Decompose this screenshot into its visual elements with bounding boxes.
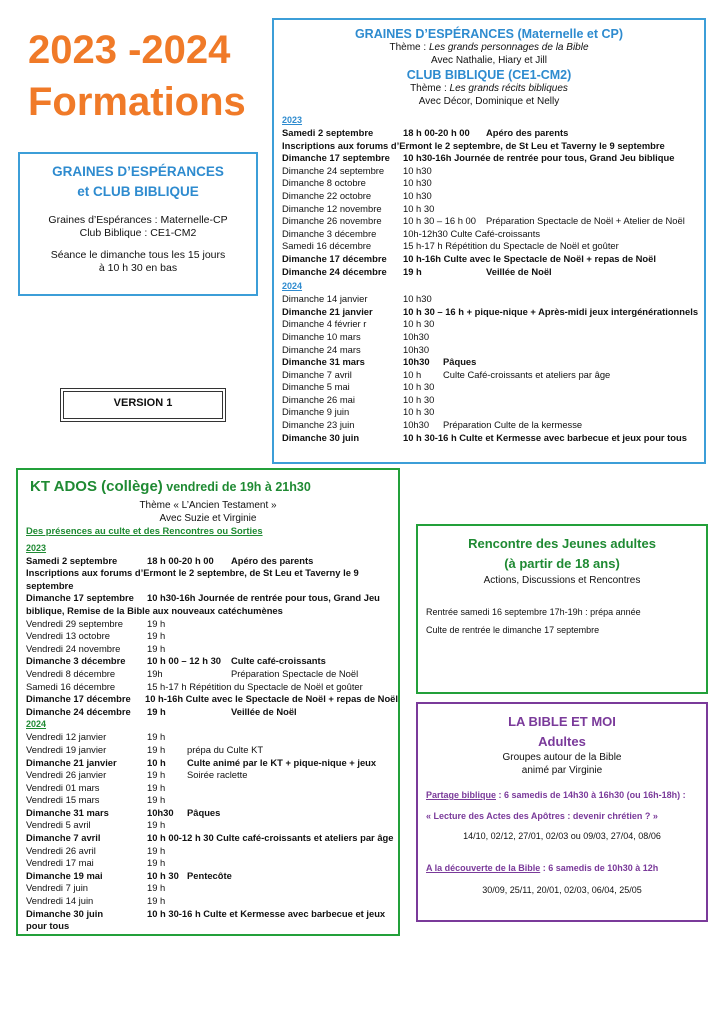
- schedule-date: Vendredi 17 mai: [26, 857, 94, 869]
- schedule-activity: prépa du Culte KT: [187, 743, 264, 755]
- decouverte-dates: 30/09, 25/11, 20/01, 02/03, 06/04, 25/05: [482, 885, 642, 895]
- schedule-time: 19 h: [147, 642, 166, 654]
- graines-title: GRAINES D’ESPÉRANCES (Maternelle et CP): [354, 27, 624, 41]
- schedule-date: Dimanche 7 avril: [282, 368, 352, 380]
- schedule-row-text: Inscriptions aux forums d’Ermont le 2 septembre, de St Leu et Taverny le 9 septembre: [282, 139, 665, 151]
- schedule-date: Dimanche 8 octobre: [282, 177, 366, 189]
- graines-theme: Les grands personnages de la Bible: [428, 42, 589, 53]
- summary-line-seance: Séance le dimanche tous les 15 jours: [50, 249, 226, 261]
- decouverte-bible-details: : 6 samedis de 10h30 à 12h: [540, 863, 659, 873]
- schedule-date: Vendredi 5 avril: [26, 819, 91, 831]
- schedule-row: [282, 369, 704, 382]
- schedule-row: [26, 731, 398, 744]
- schedule-activity: Préparation Spectacle de Noël: [231, 667, 359, 679]
- schedule-row: [282, 127, 704, 140]
- schedule-row-text: pour tous: [26, 920, 70, 932]
- schedule-date: Vendredi 01 mars: [26, 781, 100, 793]
- schedule-date: Vendredi 8 décembre: [26, 667, 116, 679]
- schedule-row: [26, 592, 398, 605]
- kt-year-2024: 2024: [26, 719, 47, 730]
- schedule-time: 10 h 30-16 h Culte et Kermesse avec barbecue et jeux: [147, 907, 386, 919]
- schedule-date: Dimanche 21 janvier: [26, 756, 117, 768]
- club-theme: Les grands récits bibliques: [449, 83, 568, 94]
- schedule-row: [26, 630, 398, 643]
- decouverte-bible-link[interactable]: A la découverte de la Bible: [426, 863, 541, 873]
- schedule-time: 10 h 00 – 12 h 30: [147, 655, 222, 667]
- schedule-time: 10 h30-16h Journée de rentrée pour tous, Grand Jeu: [147, 592, 380, 604]
- schedule-activity: Pâques: [443, 356, 477, 368]
- schedule-row: [26, 757, 398, 770]
- schedule-time: 19 h: [147, 617, 166, 629]
- schedule-time: 19 h: [147, 857, 166, 869]
- schedule-time: 19 h: [147, 630, 166, 642]
- schedule-row: [26, 908, 398, 921]
- schedule-row: [26, 655, 398, 668]
- schedule-time: 10h-12h30 Culte Café-croissants: [403, 227, 541, 239]
- schedule-row: [26, 643, 398, 656]
- kt-title: KT ADOS (collège): [30, 478, 163, 495]
- schedule-activity: Apéro des parents: [486, 127, 569, 138]
- graines-theme-prefix: Thème :: [389, 42, 429, 53]
- schedule-time: 10 h 30: [403, 406, 435, 418]
- schedule-time: 10 h 30-16 h Culte et Kermesse avec barbecue et jeux pour tous: [403, 431, 687, 443]
- schedule-row: [282, 344, 704, 357]
- summary-title-line2: et CLUB BIBLIQUE: [77, 184, 199, 199]
- jeunes-line-culte: Culte de rentrée le dimanche 17 septembre: [426, 625, 600, 635]
- jeunes-title-line2: (à partir de 18 ans): [504, 556, 620, 571]
- lecture-actes: « Lecture des Actes des Apôtres : devenir chrétien ? »: [426, 811, 658, 821]
- schedule-date: Vendredi 15 mars: [26, 794, 100, 806]
- schedule-row: [282, 432, 704, 445]
- schedule-time: 19 h: [147, 705, 166, 717]
- schedule-time: 19 h: [147, 794, 166, 806]
- schedule-activity: Préparation Spectacle de Noël + Atelier de Noël: [486, 215, 685, 227]
- schedule-activity: Veillée de Noël: [231, 705, 297, 717]
- schedule-date: Dimanche 17 décembre: [282, 252, 387, 264]
- schedule-time: 10 h: [147, 756, 166, 768]
- schedule-row: [282, 381, 704, 394]
- kt-ados-box: [16, 468, 400, 936]
- schedule-date: Dimanche 3 décembre: [26, 655, 126, 667]
- bible-title-line1: LA BIBLE ET MOI: [508, 714, 616, 729]
- schedule-time: 10 h30-16h Journée de rentrée pour tous, Grand Jeu biblique: [403, 152, 675, 164]
- schedule-time: 19 h: [147, 844, 166, 856]
- schedule-time: 15 h-17 h Répétition du Spectacle de Noël et goûter: [147, 680, 363, 692]
- club-with: Avec Décor, Dominique et Nelly: [418, 95, 560, 107]
- partage-biblique-link[interactable]: Partage biblique: [426, 790, 497, 800]
- schedule-time: 10h30: [403, 356, 430, 368]
- kt-year-2023: 2023: [26, 542, 47, 553]
- schedule-date: Vendredi 12 janvier: [26, 731, 107, 743]
- schedule-row: [26, 819, 398, 832]
- schedule-row-text: Inscriptions aux forums d’Ermont le 2 septembre, de St Leu et Taverny le 9 septembre: [26, 567, 359, 591]
- schedule-date: Dimanche 19 mai: [26, 869, 103, 881]
- schedule-row: [282, 228, 704, 241]
- partage-dates: 14/10, 02/12, 27/01, 02/03 ou 09/03, 27/04, 08/06: [463, 831, 661, 841]
- schedule-date: Vendredi 26 janvier: [26, 769, 107, 781]
- schedule-time: 10h30: [403, 343, 430, 355]
- bible-title-line2: Adultes: [538, 734, 586, 749]
- schedule-date: Vendredi 14 juin: [26, 895, 94, 907]
- schedule-time: 19 h: [147, 895, 166, 907]
- graines-with: Avec Nathalie, Hiary et Jill: [431, 54, 547, 66]
- bible-et-moi-box: [416, 702, 708, 922]
- schedule-time: 10 h 00-12 h 30 Culte café-croissants et ateliers par âge: [147, 832, 394, 844]
- schedule-row: [26, 555, 398, 568]
- schedule-date: Dimanche 21 janvier: [282, 305, 373, 317]
- schedule-date: Dimanche 14 janvier: [282, 293, 368, 305]
- schedule-date: Dimanche 10 mars: [282, 330, 361, 342]
- schedule-row: [26, 744, 398, 757]
- schedule-row: [26, 706, 398, 719]
- schedule-date: Dimanche 30 juin: [26, 907, 104, 919]
- schedule-row: [26, 794, 398, 807]
- schedule-row: [282, 306, 704, 319]
- club-theme-prefix: Thème :: [410, 83, 450, 94]
- schedule-date: Dimanche 31 mars: [282, 356, 365, 368]
- schedule-row: [26, 857, 398, 870]
- schedule-date: Dimanche 17 septembre: [282, 152, 390, 164]
- graines-club-summary-box: [18, 152, 258, 296]
- summary-title-line1: GRAINES D’ESPÉRANCES: [52, 164, 224, 179]
- schedule-row: [282, 165, 704, 178]
- schedule-date: Dimanche 23 juin: [282, 419, 355, 431]
- schedule-date: Samedi 2 septembre: [282, 127, 374, 138]
- schedule-date: Vendredi 7 juin: [26, 882, 89, 894]
- schedule-time: 19 h: [403, 265, 422, 277]
- schedule-row: [26, 605, 398, 618]
- schedule-activity: Culte animé par le KT + pique-nique + jeux: [187, 756, 377, 768]
- jeunes-line-rentree: Rentrée samedi 16 septembre 17h-19h : prépa année: [426, 607, 641, 617]
- schedule-date: Dimanche 24 décembre: [282, 265, 387, 277]
- schedule-row: [282, 203, 704, 216]
- schedule-time: 10 h 30: [403, 381, 435, 393]
- schedule-row: [26, 870, 398, 883]
- schedule-time: 10 h 30 – 16 h 00: [403, 215, 476, 227]
- schedule-row: [26, 769, 398, 782]
- page-title-formations: Formations: [28, 80, 246, 124]
- bible-sub1: Groupes autour de la Bible: [502, 752, 622, 763]
- schedule-row: [282, 240, 704, 253]
- schedule-row: [26, 668, 398, 681]
- kt-title-time: vendredi de 19h à 21h30: [162, 480, 311, 494]
- schedule-activity: Préparation Culte de la kermesse: [443, 419, 583, 431]
- schedule-time: 19 h: [147, 743, 166, 755]
- schedule-time: 19h: [147, 667, 163, 679]
- version-label: VERSION 1: [63, 391, 223, 419]
- schedule-row: [282, 266, 704, 279]
- schedule-date: Vendredi 13 octobre: [26, 630, 110, 642]
- schedule-row: [26, 693, 398, 706]
- schedule-activity: Apéro des parents: [231, 554, 314, 566]
- schedule-time: 10 h 30 – 16 h + pique-nique + Après-midi jeux intergénérationnels: [403, 305, 699, 317]
- summary-line-time: à 10 h 30 en bas: [98, 262, 178, 274]
- schedule-row: [282, 394, 704, 407]
- schedule-date: Dimanche 4 février r: [282, 318, 367, 330]
- schedule-date: Dimanche 7 avril: [26, 832, 101, 844]
- schedule-time: 15 h-17 h Répétition du Spectacle de Noël et goûter: [403, 240, 619, 252]
- schedule-date: Samedi 16 décembre: [282, 240, 372, 252]
- schedule-date: Dimanche 22 octobre: [282, 189, 372, 201]
- schedule-row: [26, 567, 398, 592]
- schedule-time: 10h30: [147, 806, 174, 818]
- schedule-time: 18 h 00-20 h 00: [147, 554, 214, 566]
- kt-with: Avec Suzie et Virginie: [159, 512, 257, 524]
- schedule-row: [26, 807, 398, 820]
- schedule-time: 10 h-16h Culte avec le Spectacle de Noël + repas de Noël: [403, 252, 656, 264]
- jeunes-subtitle: Actions, Discussions et Rencontres: [483, 575, 641, 586]
- schedule-activity: Veillée de Noël: [486, 265, 552, 277]
- schedule-date: Vendredi 19 janvier: [26, 743, 107, 755]
- page-title-years: 2023 -2024: [28, 28, 231, 72]
- schedule-time: 18 h 00-20 h 00: [403, 127, 470, 138]
- schedule-date: Dimanche 24 décembre: [26, 705, 131, 717]
- bible-sub2: animé par Virginie: [521, 764, 603, 776]
- schedule-row: [26, 920, 398, 933]
- schedule-activity: Culte café-croissants: [231, 655, 326, 667]
- schedule-date: Dimanche 24 septembre: [282, 164, 385, 176]
- schedule-row: [26, 618, 398, 631]
- schedule-activity: Soirée raclette: [187, 769, 248, 781]
- schedule-row-text: biblique, Remise de la Bible aux nouveaux catéchumènes: [26, 604, 283, 616]
- schedule-row: [282, 140, 704, 153]
- schedule-row: [26, 681, 398, 694]
- schedule-row: [282, 152, 704, 165]
- schedule-date: Samedi 2 septembre: [26, 554, 118, 566]
- schedule-time: 10 h30: [403, 189, 432, 201]
- schedule-activity: Pâques: [187, 806, 221, 818]
- schedule-time: 19 h: [147, 819, 166, 831]
- schedule-row: [282, 177, 704, 190]
- schedule-date: Dimanche 3 décembre: [282, 227, 377, 239]
- schedule-time: 10 h 30: [403, 393, 435, 405]
- kt-theme: Thème « L’Ancien Testament »: [139, 500, 277, 511]
- summary-line-club: Club Biblique : CE1-CM2: [79, 227, 197, 239]
- graines-year-2024: 2024: [282, 281, 303, 292]
- schedule-date: Samedi 16 décembre: [26, 680, 116, 692]
- schedule-row: [282, 318, 704, 331]
- schedule-row: [26, 782, 398, 795]
- schedule-row: [26, 832, 398, 845]
- schedule-row: [282, 253, 704, 266]
- schedule-time: 19 h: [147, 731, 166, 743]
- schedule-row: [282, 419, 704, 432]
- schedule-activity: Culte Café-croissants et ateliers par âge: [443, 368, 611, 380]
- schedule-row: [282, 331, 704, 344]
- schedule-date: Vendredi 29 septembre: [26, 617, 123, 629]
- schedule-time: 19 h: [147, 781, 166, 793]
- schedule-time: 10 h: [403, 368, 422, 380]
- schedule-time: 10 h30: [403, 177, 432, 189]
- graines-schedule-box: [272, 18, 706, 464]
- schedule-date: Dimanche 31 mars: [26, 806, 109, 818]
- schedule-date: Dimanche 24 mars: [282, 343, 361, 355]
- schedule-date: Dimanche 9 juin: [282, 406, 350, 418]
- schedule-time: 19 h: [147, 769, 166, 781]
- jeunes-adultes-box: [416, 524, 708, 694]
- schedule-date: Dimanche 26 mai: [282, 393, 355, 405]
- schedule-row: [282, 293, 704, 306]
- jeunes-title-line1: Rencontre des Jeunes adultes: [468, 536, 656, 551]
- schedule-time: 10 h30: [403, 293, 432, 305]
- schedule-date: Dimanche 17 décembre: [26, 693, 131, 705]
- schedule-time: 10 h30: [403, 164, 432, 176]
- schedule-row: [282, 215, 704, 228]
- schedule-time: 10h30: [403, 419, 430, 431]
- schedule-date: Dimanche 30 juin: [282, 431, 360, 443]
- schedule-time: 19 h: [147, 882, 166, 894]
- schedule-time: 10h30: [403, 330, 430, 342]
- kt-presence-link[interactable]: Des présences au culte et des Rencontres ou Sorties: [26, 525, 263, 536]
- schedule-time: 10 h-16h Culte avec le Spectacle de Noël + repas de Noël: [145, 693, 398, 705]
- schedule-time: 10 h 30: [403, 202, 435, 214]
- schedule-row: [26, 882, 398, 895]
- schedule-time: 10 h 30: [147, 869, 179, 881]
- schedule-row: [26, 895, 398, 908]
- schedule-date: Dimanche 12 novembre: [282, 202, 382, 214]
- schedule-activity: Pentecôte: [187, 869, 232, 881]
- schedule-row: [26, 845, 398, 858]
- graines-year-2023: 2023: [282, 115, 303, 125]
- schedule-row: [282, 406, 704, 419]
- schedule-date: Dimanche 17 septembre: [26, 592, 134, 604]
- partage-biblique-details: : 6 samedis de 14h30 à 16h30 (ou 16h-18h) :: [496, 790, 686, 800]
- version-box: [60, 388, 226, 422]
- schedule-row: [282, 190, 704, 203]
- summary-line-maternelle: Graines d’Espérances : Maternelle-CP: [48, 214, 228, 226]
- schedule-date: Vendredi 26 avril: [26, 844, 96, 856]
- schedule-row: [282, 356, 704, 369]
- club-title: CLUB BIBLIQUE (CE1-CM2): [406, 68, 572, 82]
- schedule-date: Dimanche 26 novembre: [282, 215, 382, 227]
- schedule-date: Vendredi 24 novembre: [26, 642, 121, 654]
- schedule-date: Dimanche 5 mai: [282, 381, 350, 393]
- schedule-time: 10 h 30: [403, 318, 435, 330]
